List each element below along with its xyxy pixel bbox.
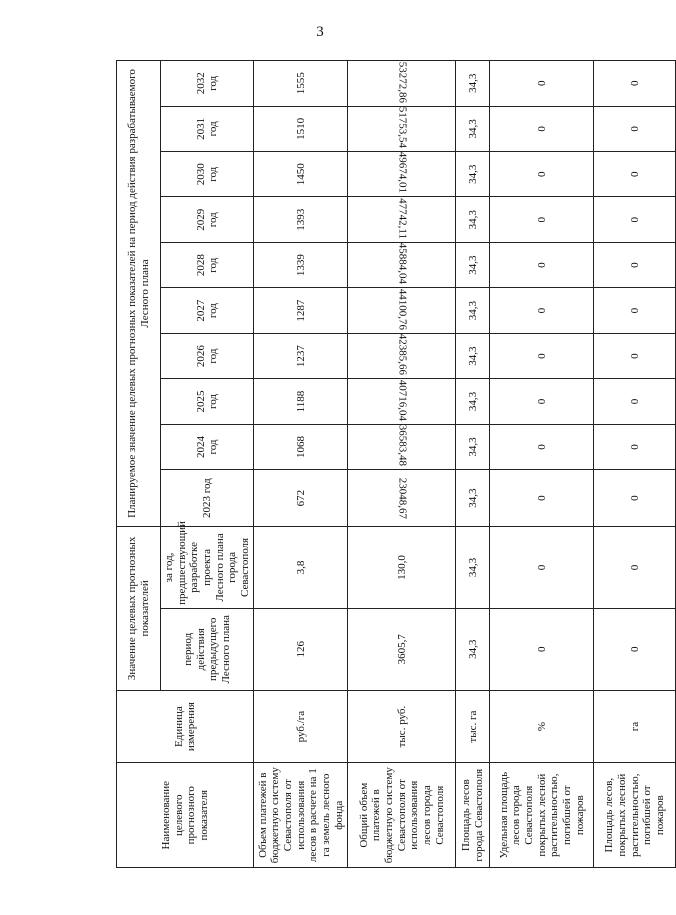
- row-value-2031: 0: [490, 106, 594, 151]
- row-period-value: 3605,7: [348, 608, 456, 690]
- header-year-2028: 2028 год: [161, 242, 254, 287]
- row-value-2029: 0: [490, 197, 594, 242]
- row-unit: %: [490, 690, 594, 763]
- row-value-2029: 34,3: [456, 197, 490, 242]
- row-unit: тыс. руб.: [348, 690, 456, 763]
- row-unit: га: [594, 690, 676, 763]
- row-period-value: 34,3: [456, 608, 490, 690]
- mirrored-value: 47742,11: [396, 198, 409, 239]
- row-value-2023: 0: [490, 470, 594, 527]
- header-current-group: Значение целевых прогнозных показателей: [117, 527, 161, 691]
- row-unit: руб./га: [254, 690, 348, 763]
- row-value-2030: 0: [594, 152, 676, 197]
- row-value-2027: 34,3: [456, 288, 490, 333]
- row-value-2026: [348, 333, 456, 378]
- mirrored-value: 42385,66: [396, 334, 409, 376]
- row-value-2030: 0: [490, 152, 594, 197]
- header-current-period: период действия предыдущего Лесного плана: [161, 608, 254, 690]
- row-year-before-value: 130,0: [348, 527, 456, 609]
- header-year-2024: 2024 год: [161, 424, 254, 469]
- row-value-2032: [348, 61, 456, 107]
- row-value-2024: 0: [490, 424, 594, 469]
- mirrored-value: 45884,04: [396, 243, 409, 285]
- row-value-2026: 0: [594, 333, 676, 378]
- row-value-2024: 0: [594, 424, 676, 469]
- row-value-2024: 34,3: [456, 424, 490, 469]
- row-value-2032: 0: [594, 61, 676, 107]
- header-year-2027: 2027 год: [161, 288, 254, 333]
- row-value-2032: 0: [490, 61, 594, 107]
- row-value-2023: 672: [254, 470, 348, 527]
- row-value-2030: [348, 152, 456, 197]
- row-year-before-value: 3,8: [254, 527, 348, 609]
- row-value-2024: [348, 424, 456, 469]
- row-value-2032: 1555: [254, 61, 348, 107]
- header-year-2030: 2030 год: [161, 152, 254, 197]
- row-value-2024: 1068: [254, 424, 348, 469]
- row-value-2030: 34,3: [456, 152, 490, 197]
- row-value-2025: [348, 379, 456, 424]
- row-value-2027: 1287: [254, 288, 348, 333]
- mirrored-value: 51753,54: [396, 106, 409, 149]
- forecast-indicators-table: [116, 60, 676, 868]
- row-value-2023: 0: [594, 470, 676, 527]
- row-period-value: 0: [594, 608, 676, 690]
- header-year-2031: 2031 год: [161, 106, 254, 151]
- row-value-2029: 1393: [254, 197, 348, 242]
- header-name: Наименование целевого прогнозного показателя: [117, 763, 254, 868]
- row-name: Объем платежей в бюджетную систему Севастополя от использования лесов в расчете на 1 га земель лесного фонда: [254, 763, 348, 868]
- header-year-2026: 2026 год: [161, 333, 254, 378]
- table-row: [348, 61, 456, 868]
- page-number: 3: [316, 24, 324, 40]
- header-year-2023: 2023 год: [161, 470, 254, 527]
- row-value-2027: 0: [490, 288, 594, 333]
- header-current-year: за год, предшествующий разработке проекта Лесного плана города Севастополя: [161, 527, 254, 609]
- row-value-2028: 0: [594, 242, 676, 287]
- mirrored-value: 44100,76: [396, 288, 409, 330]
- row-value-2031: [348, 106, 456, 151]
- mirrored-value: 40716,04: [396, 379, 409, 421]
- header-year-2025: 2025 год: [161, 379, 254, 424]
- table-row: [254, 61, 348, 868]
- row-value-2026: 34,3: [456, 333, 490, 378]
- header-planned-group: Планируемое значение целевых прогнозных показателей на период действия разрабатываемого Лесного плана: [117, 61, 161, 527]
- row-period-value: 126: [254, 608, 348, 690]
- rotated-table-container: [116, 60, 666, 868]
- row-name: Площадь лесов, покрытых лесной растительностью, погибшей от пожаров: [594, 763, 676, 868]
- mirrored-value: 23048,67: [396, 477, 409, 519]
- row-value-2029: [348, 197, 456, 242]
- row-value-2028: [348, 242, 456, 287]
- row-value-2031: 34,3: [456, 106, 490, 151]
- table-row: [594, 61, 676, 868]
- row-value-2028: 0: [490, 242, 594, 287]
- row-value-2025: 0: [594, 379, 676, 424]
- mirrored-value: 49674,01: [396, 152, 409, 194]
- row-year-before-value: 0: [490, 527, 594, 609]
- row-value-2025: 0: [490, 379, 594, 424]
- header-year-2029: 2029 год: [161, 197, 254, 242]
- row-value-2025: 1188: [254, 379, 348, 424]
- row-name: Площадь лесов города Севастополя: [456, 763, 490, 868]
- table-row: [456, 61, 490, 868]
- row-value-2032: 34,3: [456, 61, 490, 107]
- row-name: Общий объем платежей в бюджетную систему Севастополя от использования лесов города Севастополя: [348, 763, 456, 868]
- row-year-before-value: 34,3: [456, 527, 490, 609]
- header-year-2032: 2032 год: [161, 61, 254, 107]
- row-value-2031: 0: [594, 106, 676, 151]
- row-value-2026: 1237: [254, 333, 348, 378]
- row-value-2029: 0: [594, 197, 676, 242]
- row-unit: тыс. га: [456, 690, 490, 763]
- mirrored-value: 53272,86: [396, 61, 409, 103]
- row-value-2028: 1339: [254, 242, 348, 287]
- table-row: [490, 61, 594, 868]
- row-value-2031: 1510: [254, 106, 348, 151]
- mirrored-value: 36583,48: [396, 424, 409, 467]
- row-value-2023: 34,3: [456, 470, 490, 527]
- row-value-2023: [348, 470, 456, 527]
- row-value-2028: 34,3: [456, 242, 490, 287]
- row-value-2027: [348, 288, 456, 333]
- row-name: Удельная площадь лесов города Севастополя покрытых лесной растительностью, погибшей от пожаров: [490, 763, 594, 868]
- header-unit: Единица измерения: [117, 690, 254, 763]
- row-value-2027: 0: [594, 288, 676, 333]
- row-period-value: 0: [490, 608, 594, 690]
- row-value-2025: 34,3: [456, 379, 490, 424]
- row-value-2026: 0: [490, 333, 594, 378]
- row-year-before-value: 0: [594, 527, 676, 609]
- header-row-1: [117, 61, 161, 868]
- row-value-2030: 1450: [254, 152, 348, 197]
